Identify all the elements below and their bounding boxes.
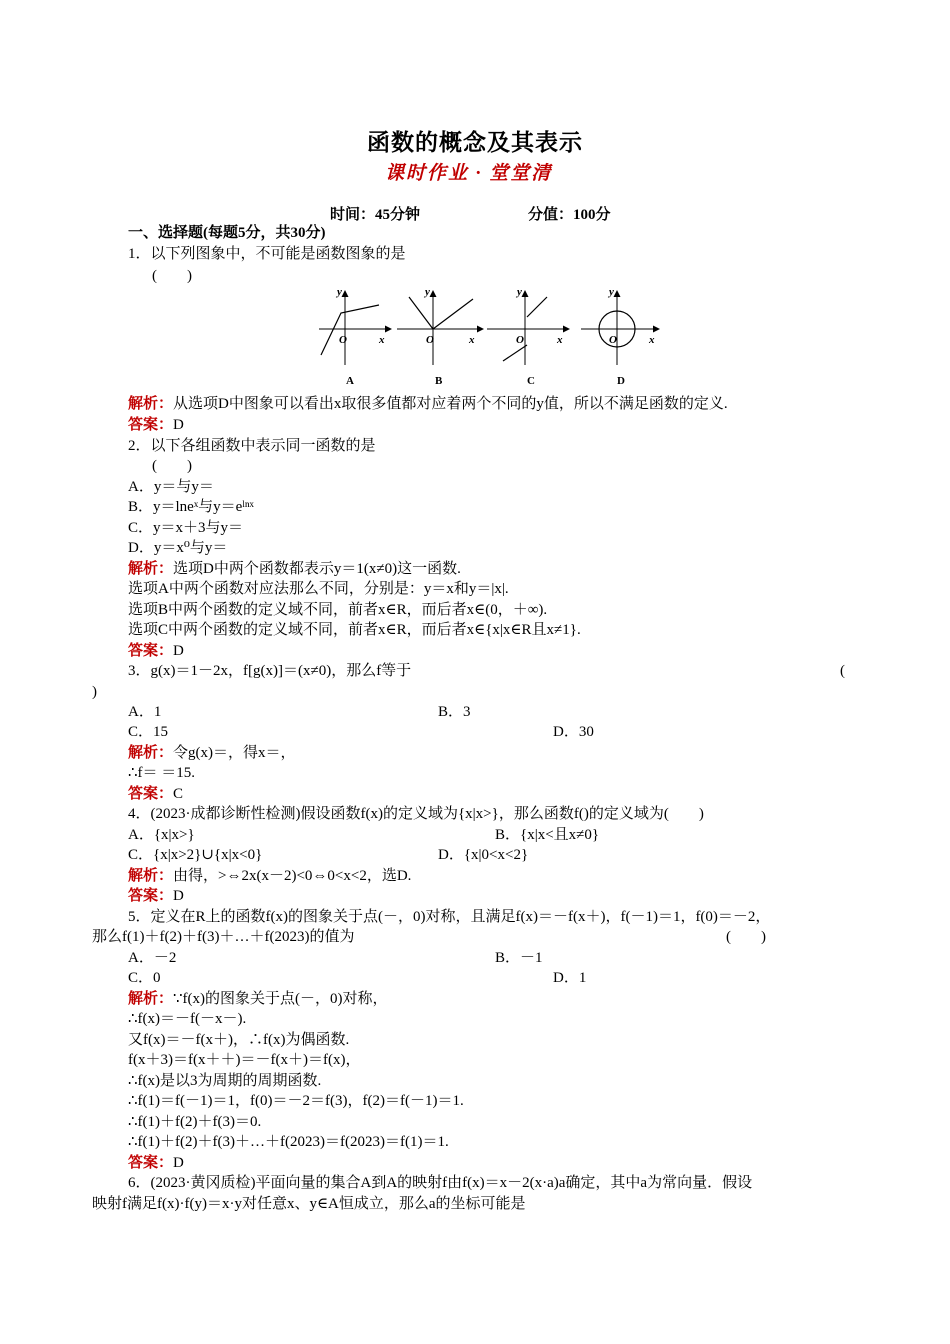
fig-b-x-label: x: [469, 334, 475, 346]
q3-analysis-label: 解析：: [128, 745, 174, 761]
figure-b: [397, 286, 483, 387]
q5-answer-label: 答案：: [128, 1155, 174, 1171]
q1-figures: [315, 283, 665, 393]
fig-a-y-label: y: [337, 286, 342, 298]
q3-answer-label: 答案：: [128, 786, 174, 802]
q5-analysis-line: ∴f(1)＋f(2)＋f(3)＝0.: [128, 1114, 262, 1130]
q2-paren: ( ): [152, 458, 192, 474]
q1-paren: ( ): [152, 268, 192, 284]
q5-analysis-text: ∵f(x)的图象关于点(－，0)对称，: [173, 991, 388, 1007]
q5-stem-line2: 那么f(1)＋f(2)＋f(3)＋…＋f(2023)的值为: [92, 929, 355, 945]
q3-analysis-line2: ∴f＝ ＝15.: [128, 765, 196, 781]
q1-answer: [128, 415, 860, 436]
q4-answer: [128, 886, 860, 907]
q3-answer: [128, 784, 860, 805]
fig-d-x-label: x: [649, 334, 655, 346]
page-subtitle: 课时作业 · 堂堂清: [385, 163, 553, 184]
q4-analysis: [128, 866, 860, 887]
q5-analysis-line: f(x＋3)＝f(x＋＋)＝－f(x＋)＝f(x)，: [128, 1052, 361, 1068]
q5-option-a: A．－2: [128, 950, 177, 966]
q2-answer-label: 答案：: [128, 643, 174, 659]
q2-option-d: D．y＝x⁰与y＝: [128, 540, 228, 556]
q3-analysis-text: 令g(x)＝，得x＝，: [173, 745, 296, 761]
q4-option-d: D．{x|0<x<2}: [438, 847, 529, 863]
fig-a-label: A: [346, 375, 354, 387]
q4-answer-label: 答案：: [128, 888, 174, 904]
q4-stem: 4．(2023·成都诊断性检测)假设函数f(x)的定义域为{x|x>}，那么函数f()的定义域为( ): [128, 806, 704, 822]
q2-option-c: C．y＝x＋3与y＝: [128, 520, 244, 536]
q4-option-a: A．{x|x>}: [128, 827, 195, 843]
q3-option-c: C．15: [128, 724, 169, 740]
fig-c-origin-label: O: [516, 334, 524, 346]
q5-analysis-line: 又f(x)＝－f(x＋)，∴f(x)为偶函数.: [128, 1032, 350, 1048]
q4-option-c: C．{x|x>2}∪{x|x<0}: [128, 847, 263, 863]
q3-paren-open: (: [840, 663, 845, 679]
q5-answer-value: D: [173, 1155, 184, 1171]
q1-analysis-label: 解析：: [128, 396, 174, 412]
q1-analysis: [128, 394, 860, 415]
q5-option-b: B．－1: [495, 950, 543, 966]
fig-d-label: D: [617, 375, 625, 387]
figure-d: [581, 286, 659, 387]
q3-option-b: B．3: [438, 704, 471, 720]
q1-answer-value: D: [173, 417, 184, 433]
fig-a-x-label: x: [379, 334, 385, 346]
fig-c-x-label: x: [557, 334, 563, 346]
q2-analysis-line4: 选项C中两个函数的定义域不同，前者x∈R，而后者x∈{x|x∈R且x≠1}.: [128, 622, 581, 638]
q6-stem-line1: 6．(2023·黄冈质检)平面向量的集合A到A的映射f由f(x)＝x－2(x·a)a确定，其中a为常向量．假设: [128, 1175, 753, 1191]
q4-analysis-text: 由得，>⇔2x(x－2)<0⇔0<x<2，选D.: [173, 868, 412, 884]
fig-d-origin-label: O: [609, 334, 617, 346]
q4-answer-value: D: [173, 888, 184, 904]
q5-stem-line1: 5．定义在R上的函数f(x)的图象关于点(－，0)对称，且满足f(x)＝－f(x＋)，f(－1)＝1，f(0)＝－2，: [128, 909, 771, 925]
q2-analysis-text: 选项D中两个函数都表示y＝1(x≠0)这一函数.: [173, 561, 461, 577]
page-title: 函数的概念及其表示: [367, 130, 583, 155]
fig-c-y-label: y: [517, 286, 522, 298]
q4-option-b: B．{x|x<且x≠0}: [495, 827, 600, 843]
q1-answer-label: 答案：: [128, 417, 174, 433]
q3-analysis: [128, 743, 860, 764]
q2-analysis-line3: 选项B中两个函数的定义域不同，前者x∈R，而后者x∈(0，＋∞).: [128, 602, 548, 618]
q2-analysis-line2: 选项A中两个函数对应法那么不同，分别是：y＝x和y＝|x|.: [128, 581, 509, 597]
q5-analysis: [128, 989, 860, 1010]
q2-analysis: [128, 559, 860, 580]
figure-a: [319, 286, 391, 387]
section-heading: 一、选择题(每题5分，共30分): [128, 225, 326, 241]
fig-c-label: C: [527, 375, 535, 387]
q5-analysis-line: ∴f(1)＝f(－1)＝1，f(0)＝－2＝f(3)，f(2)＝f(－1)＝1.: [128, 1093, 464, 1109]
q5-option-d: D．1: [553, 970, 587, 986]
q3-answer-value: C: [173, 786, 184, 802]
fig-b-origin-label: O: [426, 334, 434, 346]
q5-answer: [128, 1153, 860, 1174]
q2-analysis-label: 解析：: [128, 561, 174, 577]
q2-option-b: B．y＝lneˣ与y＝eˡⁿˣ: [128, 499, 254, 515]
q2-answer-value: D: [173, 643, 184, 659]
q3-option-a: A．1: [128, 704, 162, 720]
q5-paren: ( ): [726, 929, 766, 945]
fig-d-y-label: y: [609, 286, 614, 298]
q3-stem: 3．g(x)＝1－2x，f[g(x)]＝(x≠0)，那么f等于: [128, 663, 412, 679]
total-score: 分值：100分: [528, 207, 611, 223]
q5-analysis-line: ∴f(x)是以3为周期的周期函数.: [128, 1073, 322, 1089]
q5-option-c: C．0: [128, 970, 161, 986]
time-limit: 时间：45分钟: [330, 207, 421, 223]
q3-option-d: D．30: [553, 724, 594, 740]
q4-analysis-label: 解析：: [128, 868, 174, 884]
fig-b-label: B: [435, 375, 443, 387]
q1-stem: 1．以下列图象中，不可能是函数图象的是: [128, 246, 406, 262]
q5-analysis-label: 解析：: [128, 991, 174, 1007]
q2-option-a: A．y＝与y＝: [128, 479, 214, 495]
figure-c: [487, 286, 569, 387]
fig-b-y-label: y: [425, 286, 430, 298]
q5-analysis-line: ∴f(1)＋f(2)＋f(3)＋…＋f(2023)＝f(2023)＝f(1)＝1.: [128, 1134, 449, 1150]
q5-analysis-line: ∴f(x)＝－f(－x－).: [128, 1011, 247, 1027]
q1-analysis-text: 从选项D中图象可以看出x取很多值都对应着两个不同的y值，所以不满足函数的定义.: [173, 396, 728, 412]
q2-answer: [128, 641, 860, 662]
fig-a-origin-label: O: [339, 334, 347, 346]
q3-paren-close: ): [92, 684, 97, 700]
q6-stem-line2: 映射f满足f(x)·f(y)＝x·y对任意x、y∈A恒成立，那么a的坐标可能是: [92, 1196, 526, 1212]
q2-stem: 2．以下各组函数中表示同一函数的是: [128, 438, 376, 454]
